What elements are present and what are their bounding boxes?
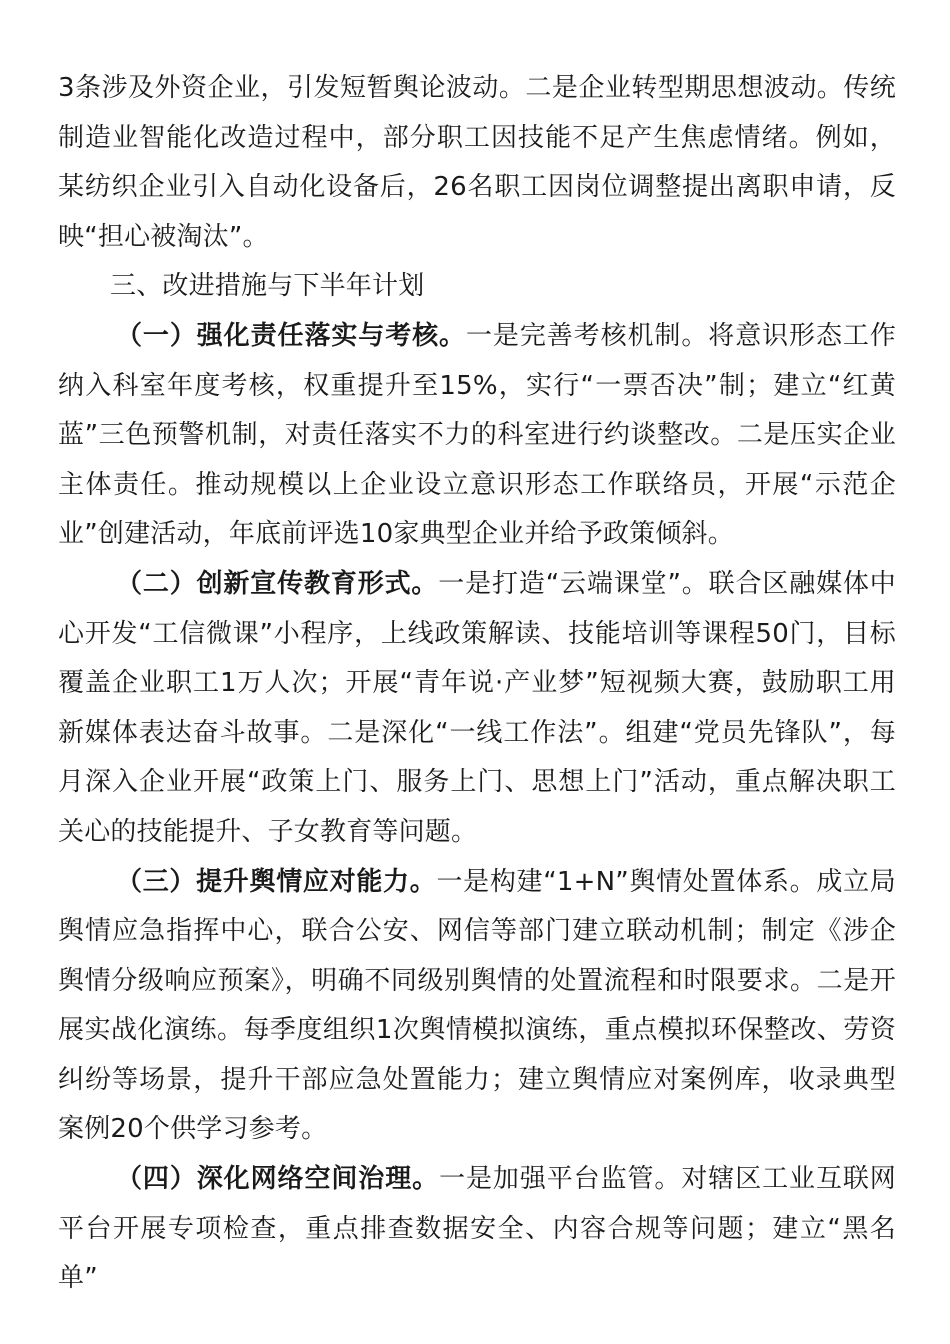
paragraph-text: 一是完善考核机制。将意识形态工作纳入科室年度考核，权重提升至15%，实行“一票否决”制；建立“红黄蓝”三色预警机制，对责任落实不力的科室进行约谈整改。二是压实企业主体责任。推动规模以上企业设立意识形态工作联络员，开展“示范企业”创建活动，年底前评选10家典型企业并给予政策倾斜。 [58, 320, 896, 550]
document-page [58, 64, 896, 1304]
paragraph-text: 一是打造“云端课堂”。联合区融媒体中心开发“工信微课”小程序，上线政策解读、技能培训等课程50门，目标覆盖企业职工1万人次；开展“青年说·产业梦”短视频大赛，鼓励职工用新媒体表达奋斗故事。二是深化“一线工作法”。组建“党员先锋队”，每月深入企业开展“政策上门、服务上门、思想上门”活动，重点解决职工关心的技能提升、子女教育等问题。 [58, 568, 897, 847]
paragraph-measure-3 [58, 858, 896, 1156]
paragraph-measure-2 [58, 560, 896, 858]
paragraph-lead: （三）提升舆情应对能力。 [116, 866, 437, 897]
paragraph-lead: （四）深化网络空间治理。 [116, 1164, 440, 1195]
section-heading-text: 三、改进措施与下半年计划 [110, 271, 425, 302]
paragraph-continuation [58, 64, 896, 262]
paragraph-text: 一是加强平台监管。对辖区工业互联网平台开展专项检查，重点排查数据安全、内容合规等问题；建立“黑名单” [58, 1164, 896, 1294]
paragraph-text: 一是构建“1+N”舆情处置体系。成立局舆情应急指挥中心，联合公安、网信等部门建立联动机制；制定《涉企舆情分级响应预案》，明确不同级别舆情的处置流程和时限要求。二是开展实战化演练。每季度组织1次舆情模拟演练，重点模拟环保整改、劳资纠纷等场景，提升干部应急处置能力；建立舆情应对案例库，收录典型案例20个供学习参考。 [58, 866, 896, 1145]
paragraph-measure-4 [58, 1155, 896, 1304]
section-heading [58, 262, 896, 312]
paragraph-measure-1 [58, 312, 896, 560]
paragraph-lead: （二）创新宣传教育形式。 [116, 568, 439, 599]
paragraph-text: 3条涉及外资企业，引发短暂舆论波动。二是企业转型期思想波动。传统制造业智能化改造过程中，部分职工因技能不足产生焦虑情绪。例如，某纺织企业引入自动化设备后，26名职工因岗位调整提出离职申请，反映“担心被淘汰”。 [58, 73, 896, 252]
paragraph-lead: （一）强化责任落实与考核。 [116, 320, 466, 351]
